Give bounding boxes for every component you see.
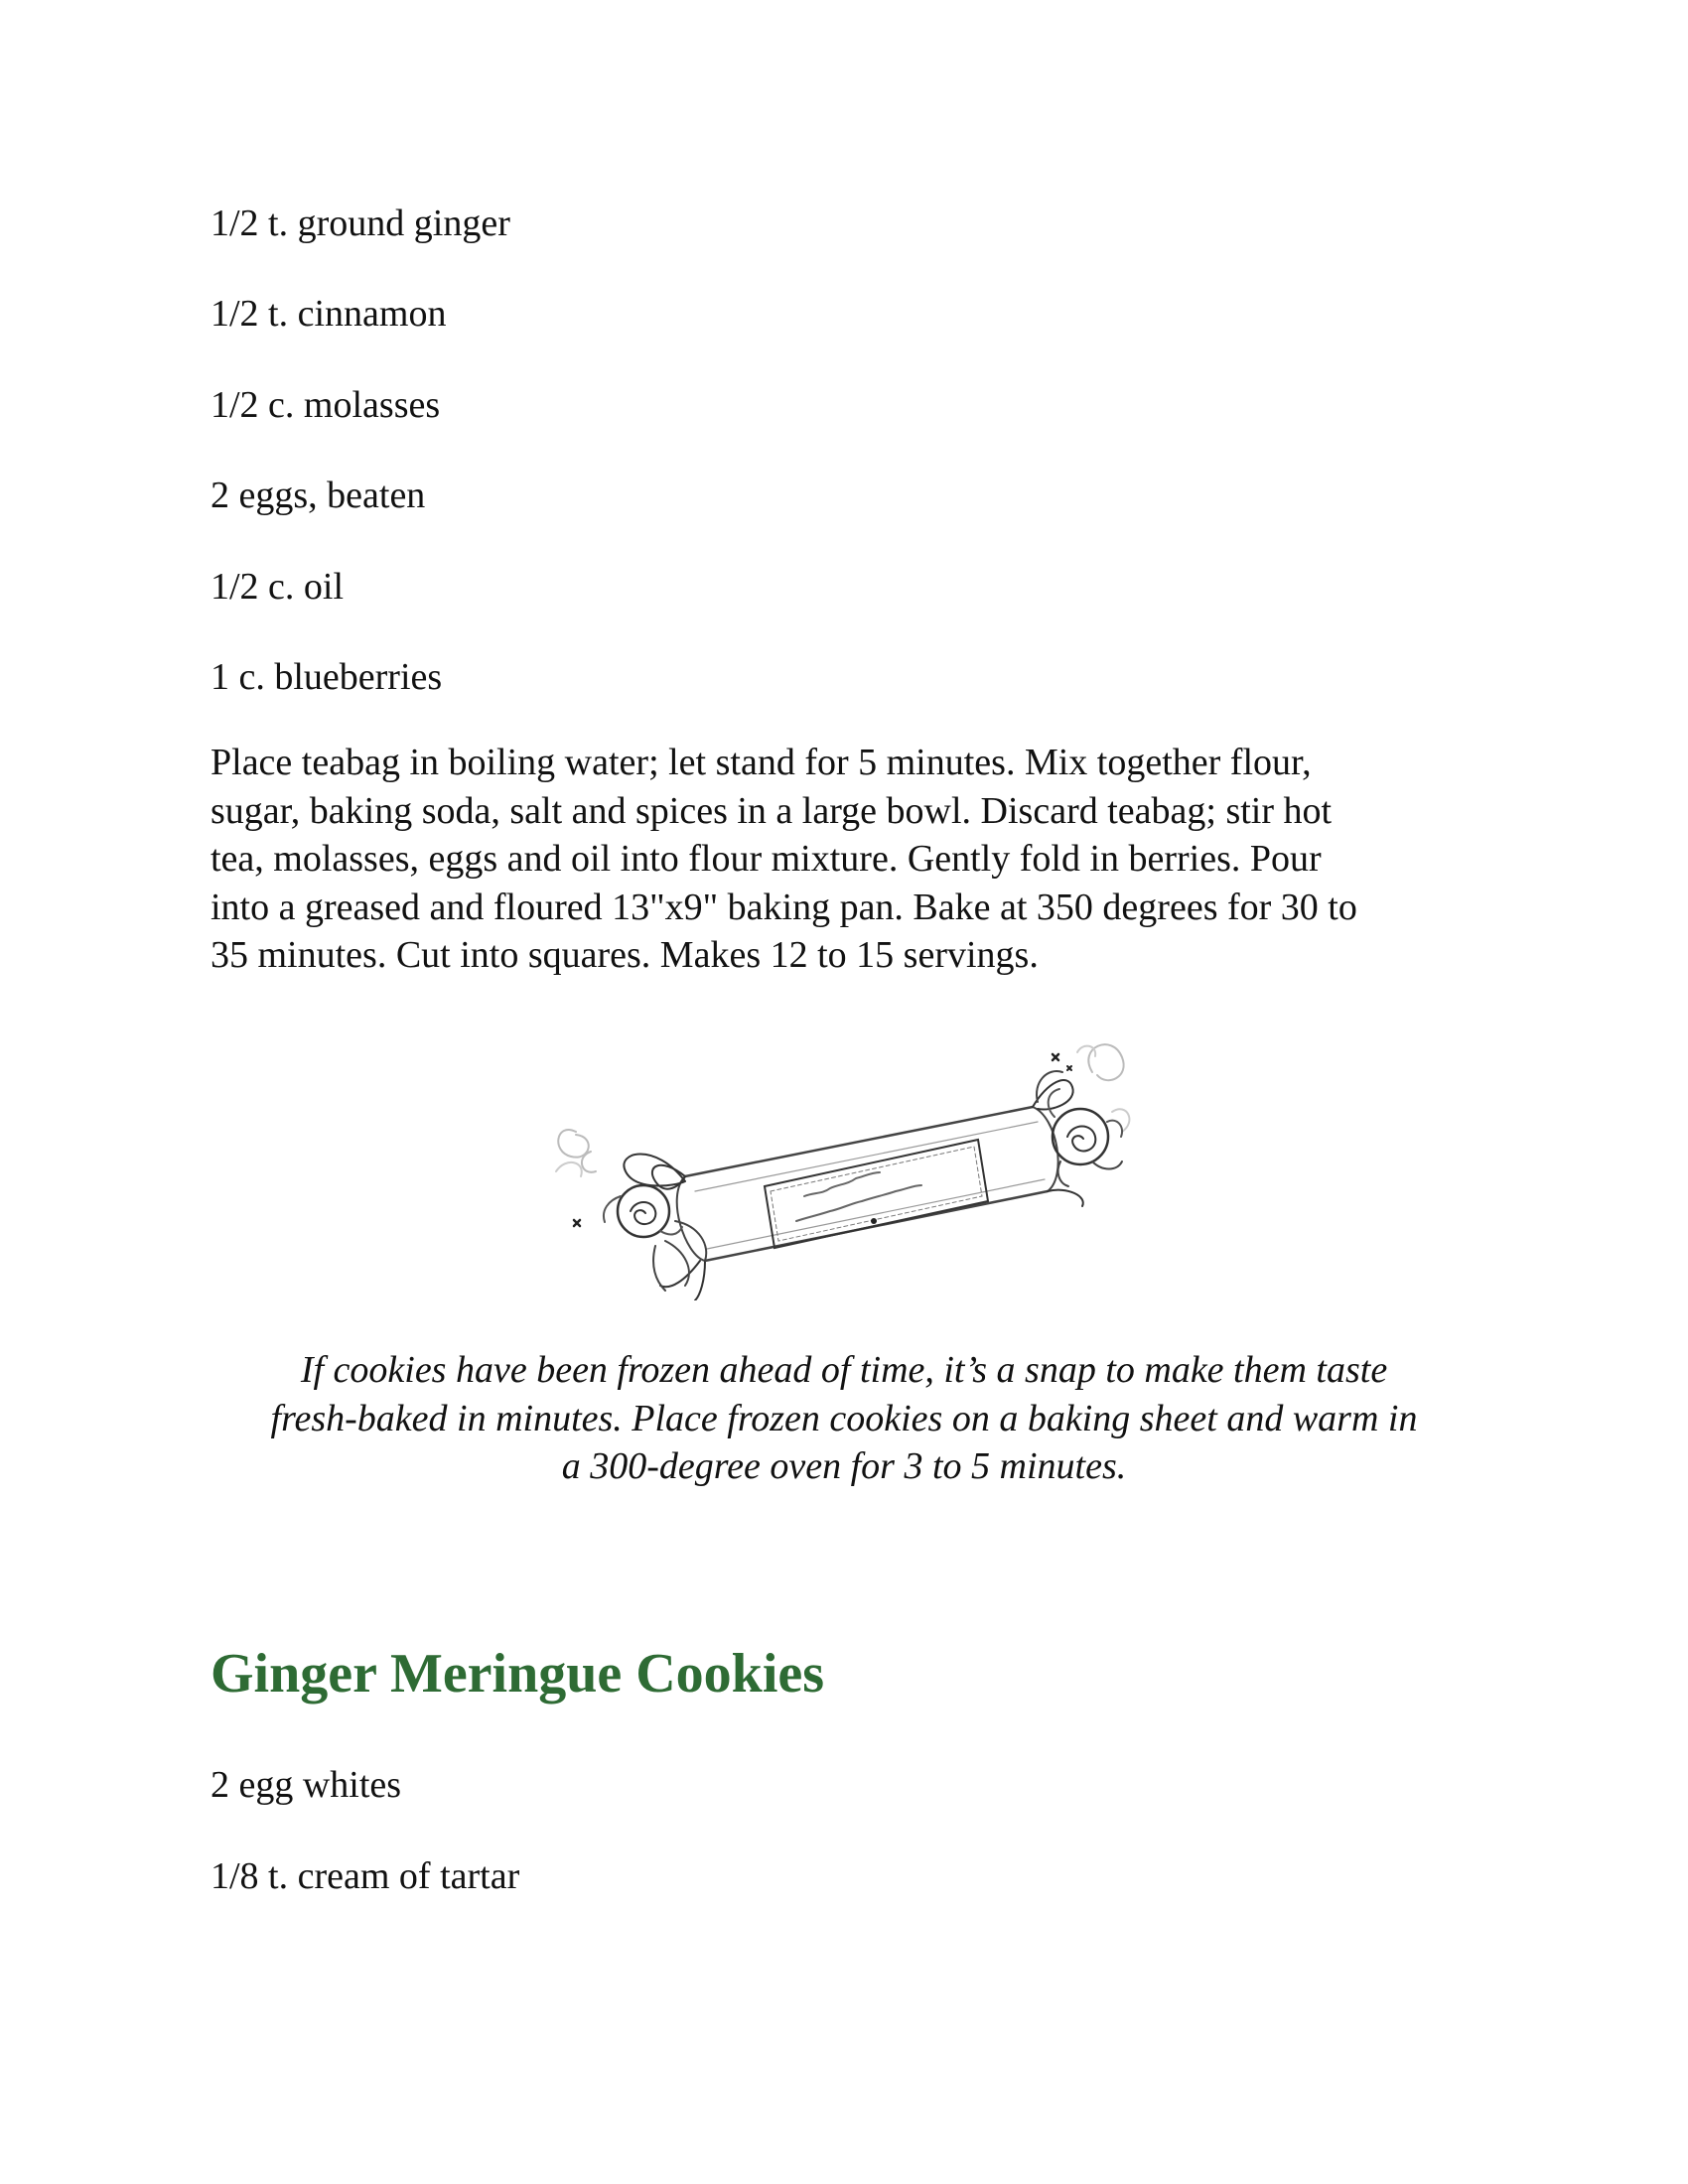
ingredient-eggs: 2 eggs, beaten xyxy=(211,475,426,516)
directions-line: into a greased and floured 13"x9" baking pan. Bake at 350 degrees for 30 to xyxy=(211,886,1357,928)
ingredient-molasses: 1/2 c. molasses xyxy=(211,384,441,426)
ingredient-ground-ginger: 1/2 t. ground ginger xyxy=(211,203,510,244)
ingredient-blueberries: 1 c. blueberries xyxy=(211,656,443,698)
directions-line: tea, molasses, eggs and oil into flour mixture. Gently fold in berries. Pour xyxy=(211,838,1322,880)
ingredient-cinnamon: 1/2 t. cinnamon xyxy=(211,293,447,335)
directions-paragraph xyxy=(211,739,1491,980)
tip-line: If cookies have been frozen ahead of time, it’s a snap to make them taste xyxy=(300,1349,1388,1391)
directions-line: Place teabag in boiling water; let stand for 5 minutes. Mix together flour, xyxy=(211,742,1312,783)
tip-line: a 300-degree oven for 3 to 5 minutes. xyxy=(561,1445,1127,1487)
cookie-dough-roll-icon xyxy=(536,1023,1152,1300)
recipe-title: Ginger Meringue Cookies xyxy=(211,1643,825,1705)
ingredient-egg-whites: 2 egg whites xyxy=(211,1764,402,1806)
directions-line: sugar, baking soda, salt and spices in a large bowl. Discard teabag; stir hot xyxy=(211,789,1333,832)
directions-line: 35 minutes. Cut into squares. Makes 12 to 15 servings. xyxy=(211,934,1039,976)
ingredient-cream-of-tartar: 1/8 t. cream of tartar xyxy=(211,1855,520,1897)
baking-tip xyxy=(199,1346,1489,1491)
tip-line: fresh-baked in minutes. Place frozen cookies on a baking sheet and warm in xyxy=(270,1397,1418,1439)
ingredient-oil: 1/2 c. oil xyxy=(211,566,345,608)
